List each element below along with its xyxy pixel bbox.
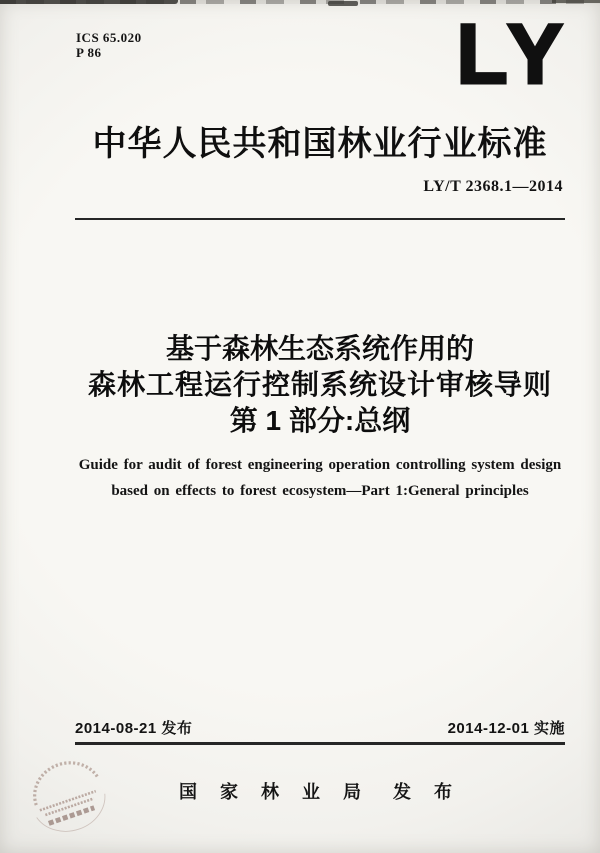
publisher-name: 国 家 林 业 局 [178,782,370,802]
publisher-verb: 发 布 [393,782,462,802]
implementation-date: 2014-12-01 实施 [447,720,565,737]
china-class-code: P 86 [76,45,102,60]
document-title-chinese [75,331,565,439]
title-line-3: 第 1 部分:总纲 [229,405,411,436]
header-divider-rule [75,218,565,220]
english-title-line-2: based on effects to forest ecosystem—Part 1:General principles [111,483,529,499]
standard-header-title: 中华人民共和国林业行业标准 [92,125,548,163]
page-content [75,0,570,853]
document-title-english [75,452,565,504]
publisher-row [75,778,565,804]
footer-divider-rule [75,742,565,745]
standard-number: LY/T 2368.1—2014 [423,178,563,195]
ics-classification [76,30,142,60]
ics-code: ICS 65.020 [76,30,142,45]
issue-date: 2014-08-21 发布 [75,720,193,737]
english-title-line-1: Guide for audit of forest engineering operation controlling system design [78,457,562,473]
date-row [75,717,565,738]
title-line-2: 森林工程运行控制系统设计审核导则 [87,369,552,400]
title-line-1: 基于森林生态系统作用的 [165,333,474,364]
ly-standard-logo: LY [456,7,570,101]
